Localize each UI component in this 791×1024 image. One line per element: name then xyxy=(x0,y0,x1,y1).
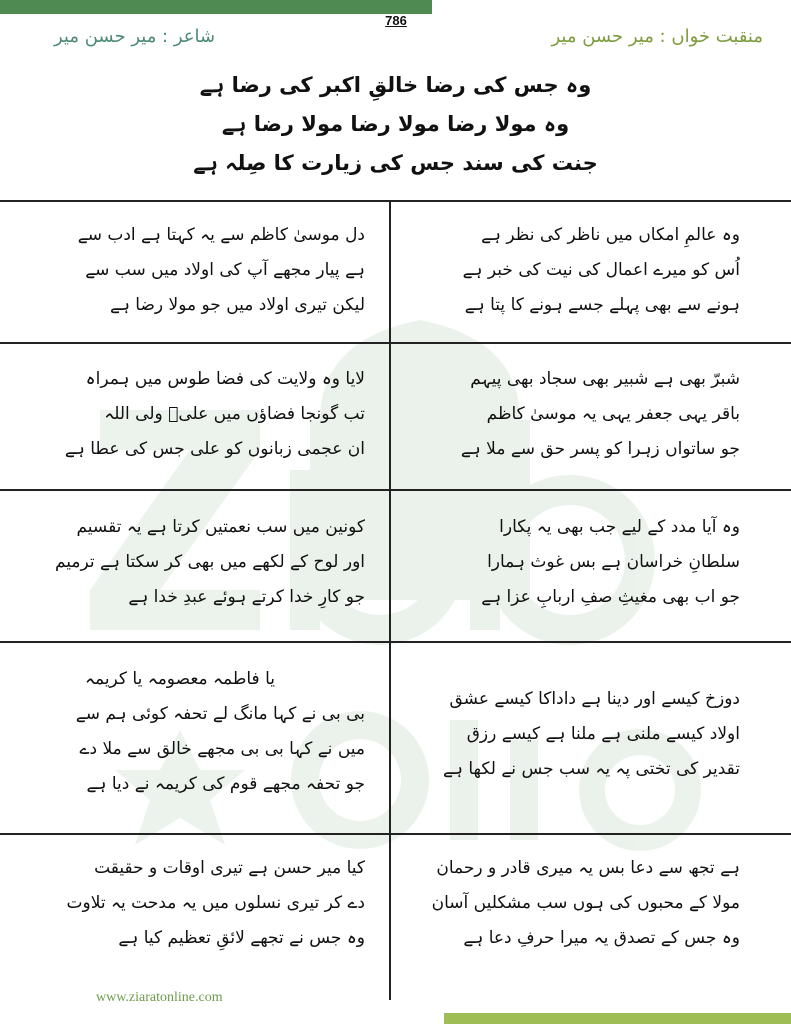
stanza-3-right xyxy=(400,510,740,615)
stanza-5-left xyxy=(20,851,365,956)
title-line: وہ جس کی رضا خالقِ اکبر کی رضا ہے xyxy=(199,73,592,97)
poet-credit: شاعر : میر حسن میر xyxy=(54,26,216,47)
stanza-5-right xyxy=(400,851,740,956)
refrain-title xyxy=(0,66,791,183)
verse-line: اُس کو میرے اعمال کی نیت کی خبر ہے xyxy=(462,260,740,280)
verse-line: جو کارِ خدا کرتے ہوئے عبدِ خدا ہے xyxy=(128,587,365,607)
verse-line: ان عجمی زبانوں کو علی جس کی عطا ہے xyxy=(64,439,365,459)
verse-line: بی بی نے کہا مانگ لے تحفہ کوئی ہم سے xyxy=(75,704,365,724)
stanza-3-left xyxy=(20,510,365,615)
verse-line: دل موسیٰ کاظم سے یہ کہتا ہے ادب سے xyxy=(77,225,365,245)
verse-line: وہ عالمِ امکاں میں ناظر کی نظر ہے xyxy=(481,225,740,245)
verse-line: مولا کے محبوں کی ہوں سب مشکلیں آسان xyxy=(431,893,740,913)
verse-line: اولاد کیسے ملنی ہے ملنا ہے کیسے رزق xyxy=(466,724,740,744)
title-line: جنت کی سند جس کی زیارت کا صِلہ ہے xyxy=(193,151,598,175)
stanza-4-right xyxy=(400,682,740,787)
verse-line: جو اب بھی مغیثِ صفِ اربابِ عزا ہے xyxy=(481,587,740,607)
verse-line: وہ جس کے تصدق یہ میرا حرفِ دعا ہے xyxy=(463,928,740,948)
verse-line: جو ساتواں زہرا کو پسر حق سے ملا ہے xyxy=(460,439,740,459)
verse-line: شبرّ بھی ہے شبیر بھی سجاد بھی پیہم xyxy=(470,369,740,389)
verse-line: یا فاطمہ معصومہ یا کریمہ xyxy=(85,669,275,689)
verse-line: باقر یہی جعفر یہی یہ موسیٰ کاظم xyxy=(486,404,740,424)
table-rule xyxy=(0,489,791,491)
stanza-4-left xyxy=(20,662,365,802)
column-divider xyxy=(389,200,391,1000)
verse-line: کیا میر حسن ہے تیری اوقات و حقیقت xyxy=(94,858,365,878)
verse-line: لیکن تیری اولاد میں جو مولا رضا ہے xyxy=(109,295,365,315)
verse-line: اور لوح کے لکھے میں بھی کر سکتا ہے ترمیم xyxy=(54,552,365,572)
verse-line: تب گونجا فضاؤں میں علیؑ ولی اللہ xyxy=(104,404,365,424)
table-rule xyxy=(0,833,791,835)
verse-line: وہ جس نے تجھے لائقِ تعظیم کیا ہے xyxy=(118,928,365,948)
top-color-bar xyxy=(0,0,432,14)
table-rule xyxy=(0,342,791,344)
table-rule xyxy=(0,200,791,202)
stanza-1-left xyxy=(20,218,365,323)
verse-line: تقدیر کی تختی پہ یہ سب جس نے لکھا ہے xyxy=(443,759,740,779)
verse-line: وہ آیا مدد کے لیے جب بھی یہ پکارا xyxy=(499,517,740,537)
stanza-2-right xyxy=(400,362,740,467)
verse-line: ہونے سے بھی پہلے جسے ہونے کا پتا ہے xyxy=(464,295,740,315)
website-link[interactable]: www.ziaratonline.com xyxy=(96,990,223,1005)
verse-line: کونین میں سب نعمتیں کرتا ہے یہ تقسیم xyxy=(76,517,365,537)
title-line: وہ مولا رضا مولا رضا مولا رضا ہے xyxy=(221,112,570,136)
verse-line: دوزخ کیسے اور دینا ہے داداکا کیسے عشق xyxy=(449,689,740,709)
verse-line: سلطانِ خراسان ہے بس غوث ہمارا xyxy=(487,552,740,572)
stanza-2-left xyxy=(20,362,365,467)
table-rule xyxy=(0,641,791,643)
verse-line: جو تحفہ مجھے قوم کی کریمہ نے دیا ہے xyxy=(86,774,365,794)
reciter-credit: منقبت خواں : میر حسن میر xyxy=(551,26,763,47)
stanza-1-right xyxy=(400,218,740,323)
verse-line: ہے تجھ سے دعا بس یہ میری قادر و رحمان xyxy=(436,858,740,878)
verse-line: دے کر تیری نسلوں میں یہ مدحت یہ تلاوت xyxy=(66,893,365,913)
verse-line: لایا وہ ولایت کی فضا طوس میں ہمراہ xyxy=(85,369,365,389)
verse-line: ہے پیار مجھے آپ کی اولاد میں سب سے xyxy=(85,260,365,280)
page-number: 786 xyxy=(385,13,407,28)
verse-line: میں نے کہا بی بی مجھے خالق سے ملا دے xyxy=(79,739,365,759)
bottom-color-bar xyxy=(444,1013,791,1024)
